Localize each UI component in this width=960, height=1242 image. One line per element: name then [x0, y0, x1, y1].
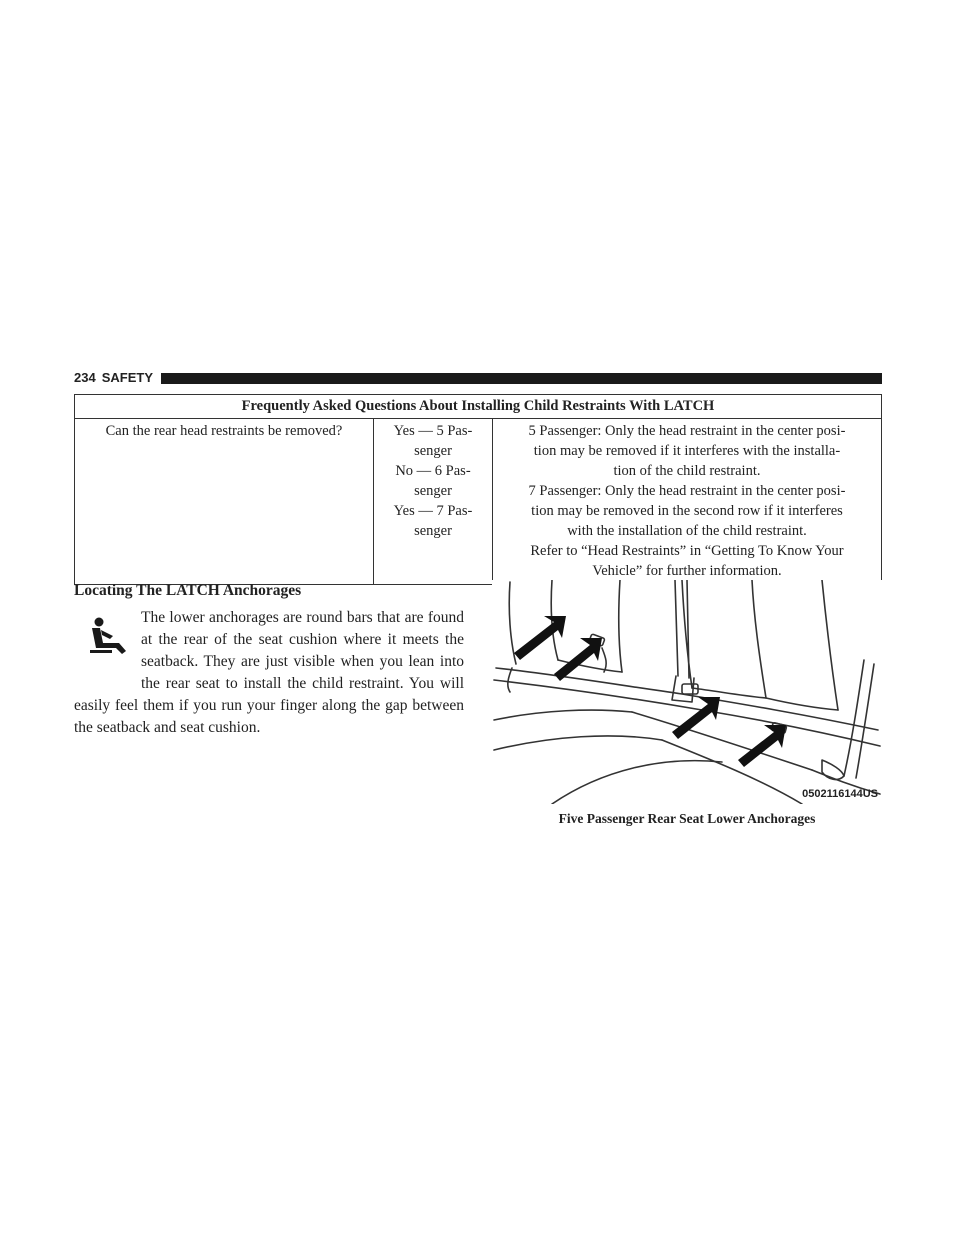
faq-answer-line: No — 6 Pas-	[395, 463, 471, 479]
seat-anchorage-figure	[492, 580, 882, 804]
faq-note-line: Vehicle” for further information.	[592, 563, 782, 579]
faq-note-line: with the installation of the child restraint.	[567, 523, 807, 539]
faq-note-line: 7 Passenger: Only the head restraint in the center posi-	[528, 483, 846, 499]
header-rule	[161, 373, 882, 384]
figure-id: 0502116144US	[802, 788, 878, 800]
rear-seat-illustration	[492, 580, 882, 804]
faq-answer-line: senger	[414, 443, 452, 459]
faq-answer	[374, 419, 493, 585]
faq-table	[74, 394, 882, 585]
section-label: SAFETY	[101, 370, 153, 385]
page-number: 234	[74, 370, 96, 385]
faq-note-line: tion of the child restraint.	[613, 463, 761, 479]
page-header	[74, 368, 882, 388]
section-title: Locating The LATCH Anchorages	[74, 582, 302, 599]
body-paragraph	[74, 607, 464, 739]
faq-table-header-row	[75, 395, 882, 419]
faq-table-title: Frequently Asked Questions About Installing Child Restraints With LATCH	[75, 395, 882, 419]
arrow-icon	[514, 616, 566, 660]
arrow-icons	[514, 616, 786, 767]
arrow-icon	[554, 638, 602, 681]
faq-question: Can the rear head restraints be removed?	[75, 419, 374, 585]
table-row	[75, 419, 882, 585]
icon-spacer	[74, 607, 141, 695]
faq-note-line: tion may be removed in the second row if it interferes	[531, 503, 843, 519]
faq-answer-line: Yes — 7 Pas-	[393, 503, 473, 519]
faq-answer-line: senger	[414, 483, 452, 499]
faq-note-line: tion may be removed if it interferes with the installa-	[533, 443, 841, 459]
faq-note-line: 5 Passenger: Only the head restraint in the center posi-	[528, 423, 846, 439]
figure-caption: Five Passenger Rear Seat Lower Anchorages	[558, 811, 816, 826]
faq-note	[493, 419, 882, 585]
faq-answer-line: senger	[414, 523, 452, 539]
faq-answer-line: Yes — 5 Pas-	[393, 423, 473, 439]
arrow-icon	[738, 725, 786, 767]
body-text: The lower anchorages are round bars that are found at the rear of the seat cushion where it meets the seatback. They are just visible when you lean into the rear seat to install the child restraint. You will easily feel them if you run your finger along the gap between the seatback and seat cushion.	[74, 609, 464, 736]
faq-note-line: Refer to “Head Restraints” in “Getting To Know Your	[530, 543, 844, 559]
